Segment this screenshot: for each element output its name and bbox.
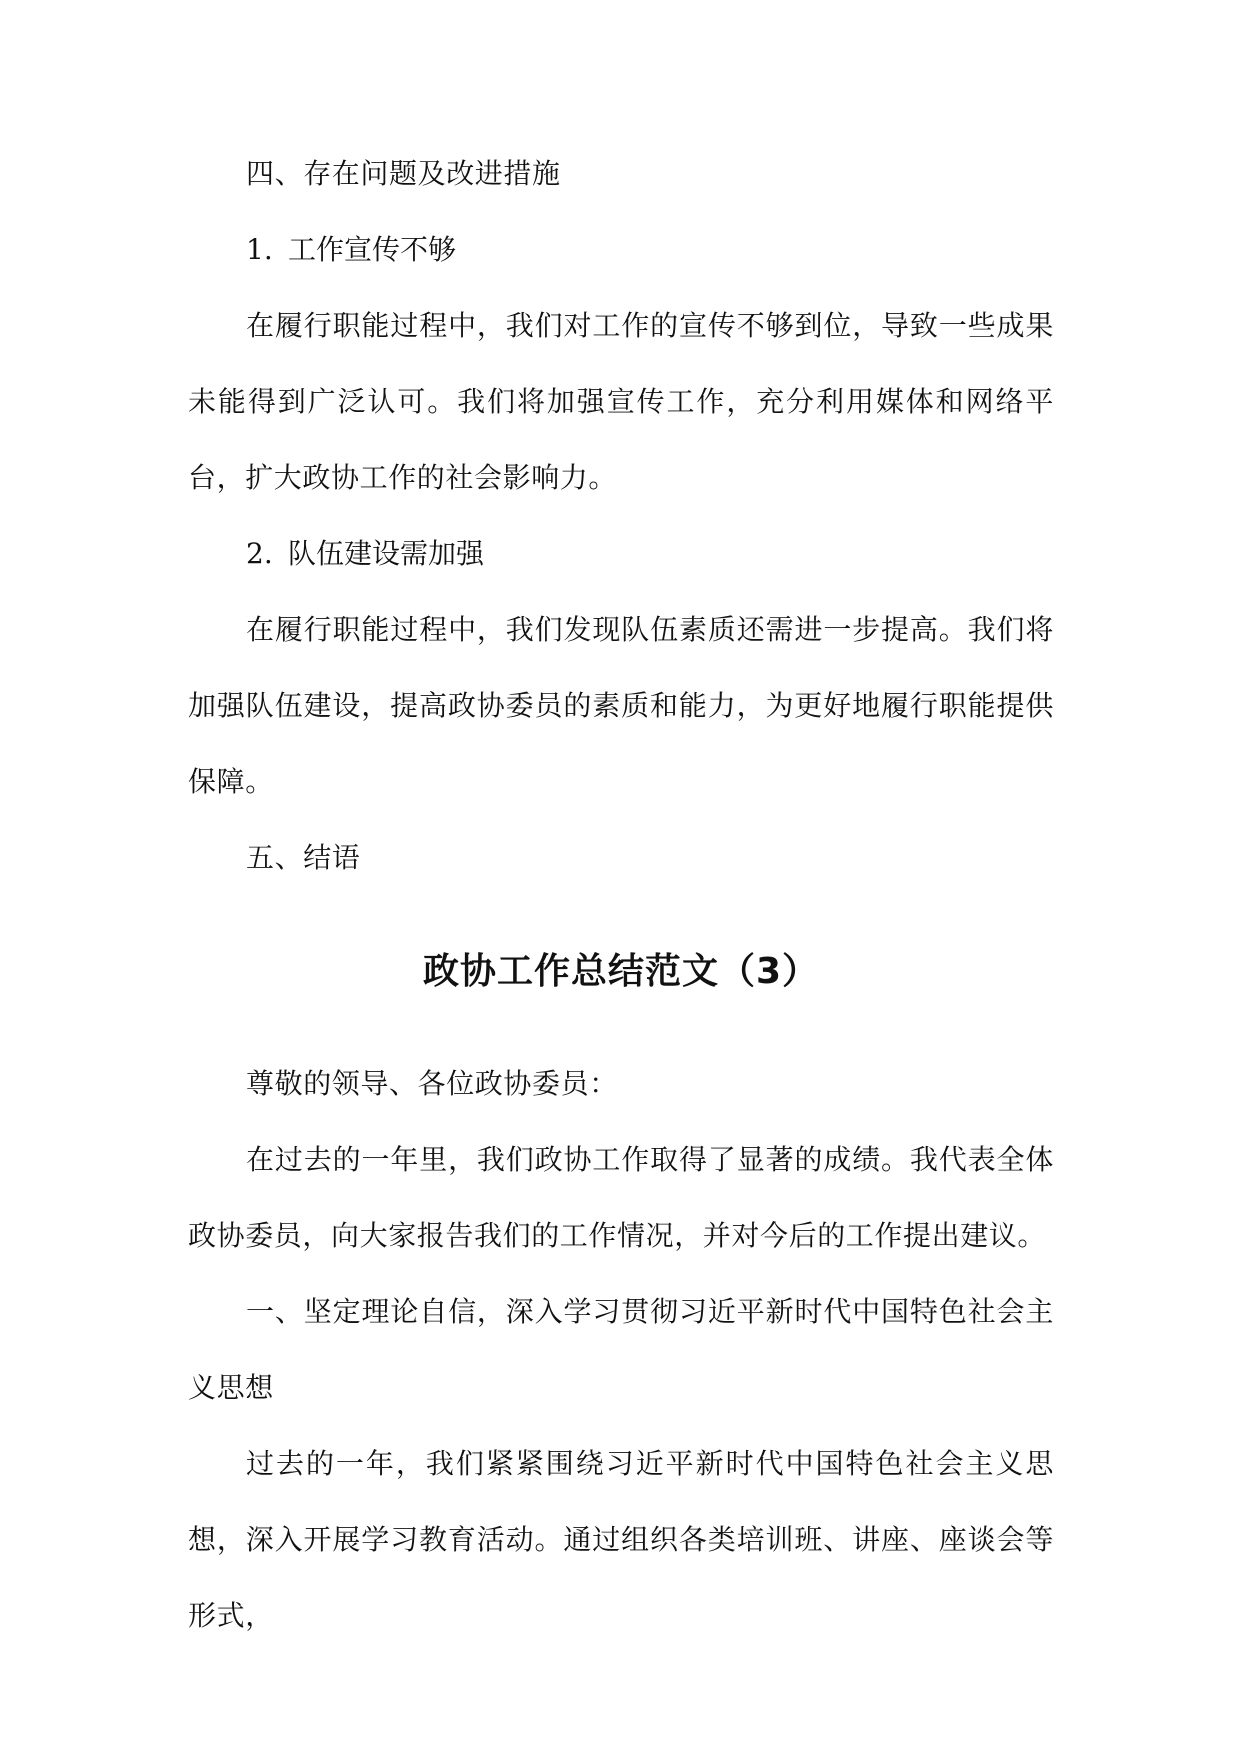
salutation: 尊敬的领导、各位政协委员：	[246, 1067, 618, 1100]
section-heading-conclusion: 五、结语	[246, 841, 361, 874]
section-heading-problems: 四、存在问题及改进措施	[246, 157, 561, 190]
document-body	[188, 136, 1054, 1654]
section-heading-theory: 一、坚定理论自信，深入学习贯彻习近平新时代中国特色社会主义思想	[188, 1295, 1054, 1404]
paragraph-intro: 在过去的一年里，我们政协工作取得了显著的成绩。我代表全体政协委员，向大家报告我们的工作情况，并对今后的工作提出建议。	[188, 1143, 1054, 1252]
numbered-item-1	[188, 212, 1054, 288]
document-title: 政协工作总结范文（3）	[422, 951, 820, 992]
paragraph-team-building: 在履行职能过程中，我们发现队伍素质还需进一步提高。我们将加强队伍建设，提高政协委员的素质和能力，为更好地履行职能提供保障。	[188, 613, 1054, 798]
paragraph-publicity: 在履行职能过程中，我们对工作的宣传不够到位，导致一些成果未能得到广泛认可。我们将加强宣传工作，充分利用媒体和网络平台，扩大政协工作的社会影响力。	[188, 309, 1054, 494]
item-title: 工作宣传不够	[288, 233, 457, 266]
item-number: 1.	[246, 233, 273, 266]
numbered-item-2	[188, 516, 1054, 592]
paragraph-study: 过去的一年，我们紧紧围绕习近平新时代中国特色社会主义思想，深入开展学习教育活动。通过组织各类培训班、讲座、座谈会等形式，	[188, 1447, 1054, 1632]
item-title: 队伍建设需加强	[288, 537, 485, 570]
item-number: 2.	[246, 537, 273, 570]
